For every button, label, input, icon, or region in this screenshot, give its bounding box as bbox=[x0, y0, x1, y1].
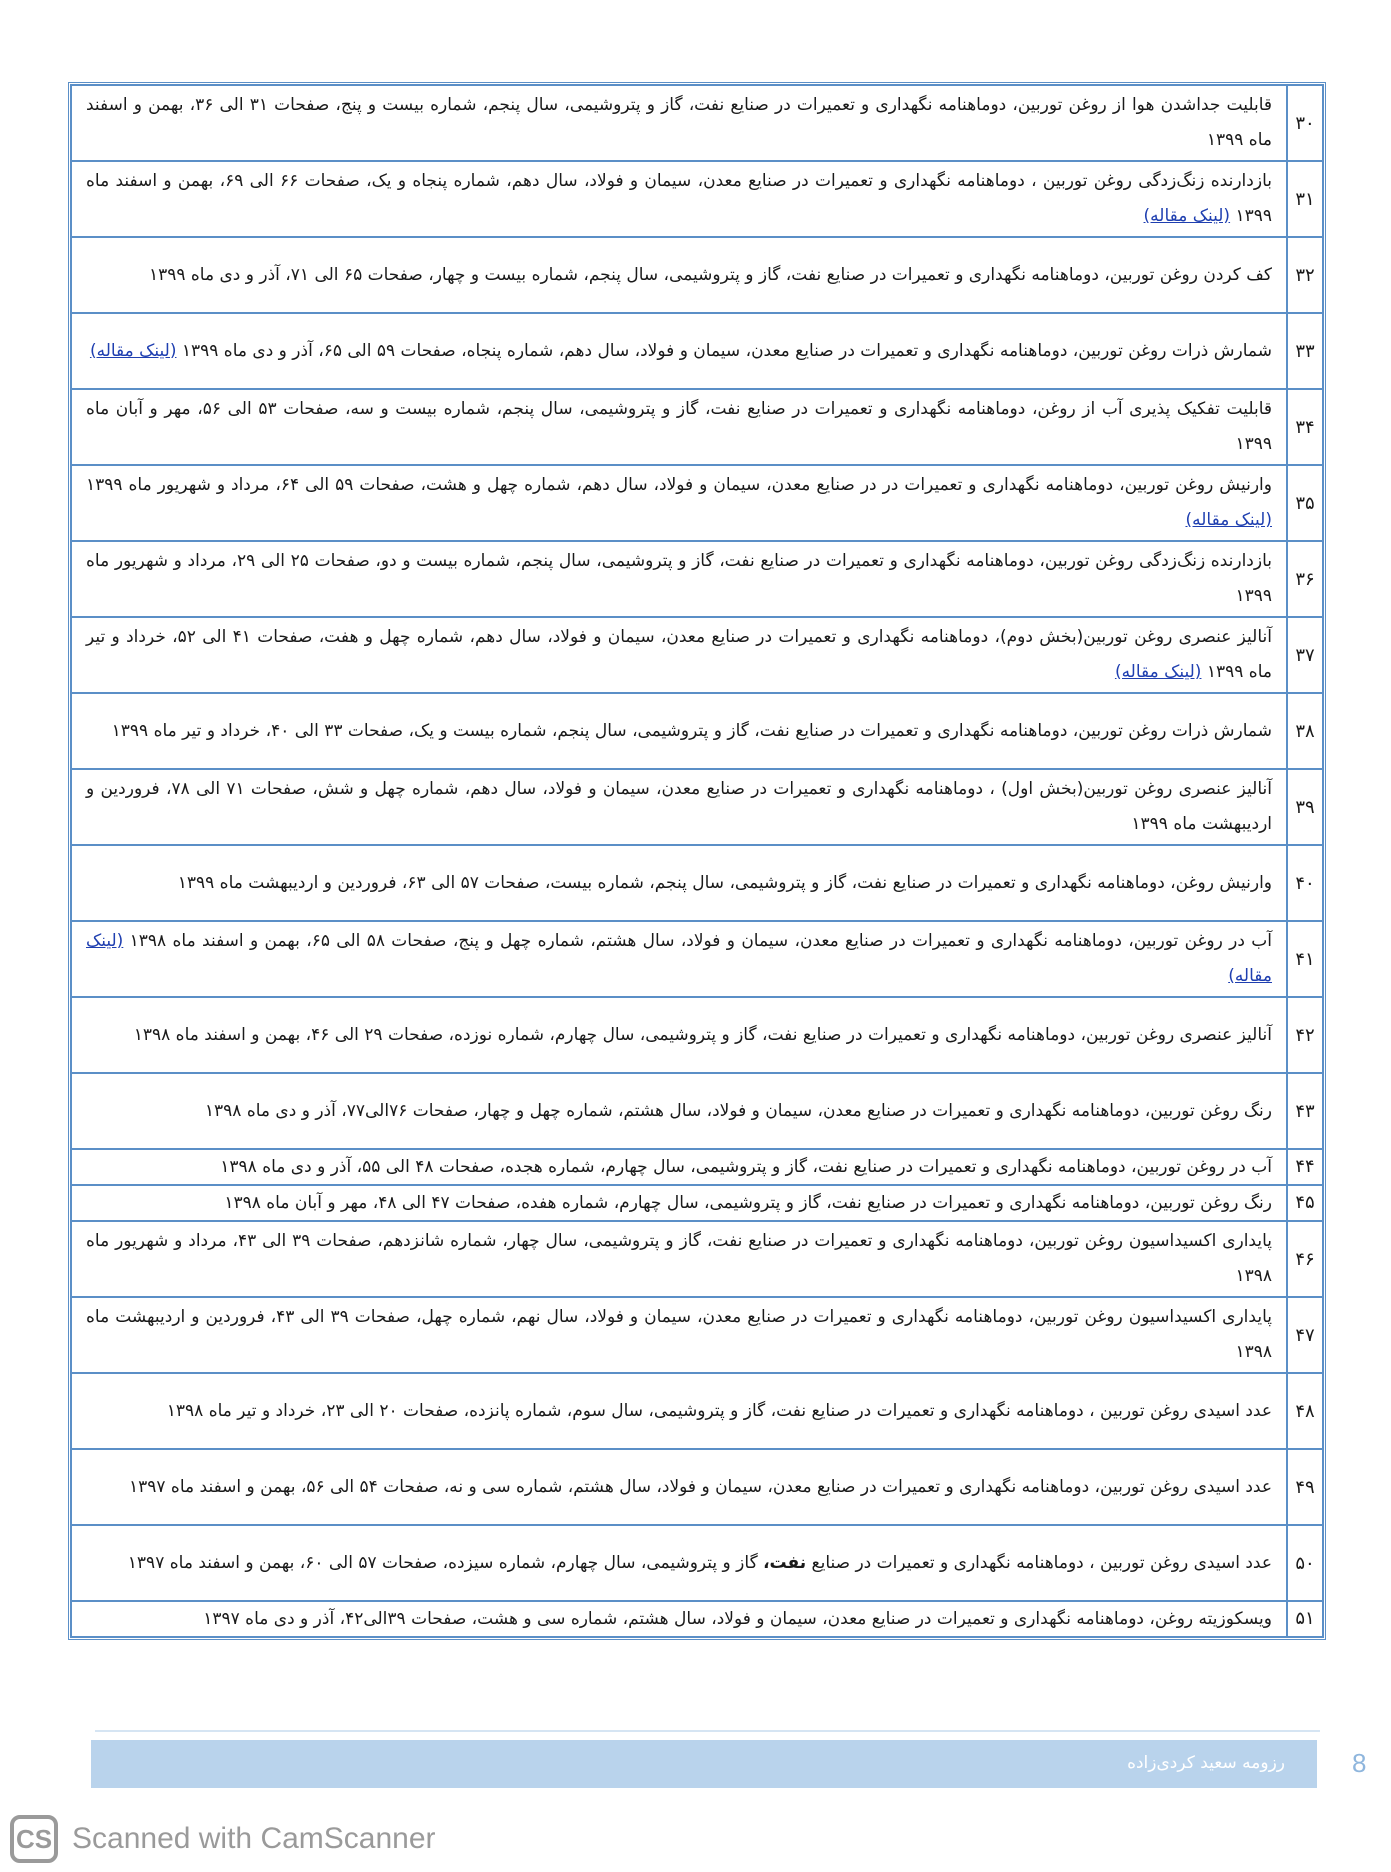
article-link[interactable]: (لینک مقاله) bbox=[86, 931, 1272, 986]
row-citation: وارنیش روغن توربین، دوماهنامه نگهداری و تعمیرات در در صنایع معدن، سیمان و فولاد، سال دهم، شماره چهل و هشت، صفحات ۵۹ الی ۶۴، مرداد و شهریور ماه ۱۳۹۹ (لینک مقاله) bbox=[71, 465, 1287, 541]
row-number: ۴۳ bbox=[1287, 1073, 1323, 1149]
row-number: ۴۹ bbox=[1287, 1449, 1323, 1525]
table-row bbox=[71, 1185, 1323, 1221]
table-row bbox=[71, 769, 1323, 845]
row-citation: آنالیز عنصری روغن توربین، دوماهنامه نگهداری و تعمیرات در صنایع نفت، گاز و پتروشیمی، سال چهارم، شماره نوزده، صفحات ۲۹ الی ۴۶، بهمن و اسفند ماه ۱۳۹۸ bbox=[71, 997, 1287, 1073]
table-row bbox=[71, 1601, 1323, 1637]
camscanner-watermark bbox=[10, 1815, 436, 1863]
row-number: ۴۰ bbox=[1287, 845, 1323, 921]
article-link[interactable]: (لینک مقاله) bbox=[89, 340, 177, 361]
row-number: ۴۱ bbox=[1287, 921, 1323, 997]
row-citation: رنگ روغن توربین، دوماهنامه نگهداری و تعمیرات در صنایع نفت، گاز و پتروشیمی، سال چهارم، شماره هفده، صفحات ۴۷ الی ۴۸، مهر و آبان ماه ۱۳۹۸ bbox=[71, 1185, 1287, 1221]
row-citation: بازدارنده زنگ‌زدگی روغن توربین، دوماهنامه نگهداری و تعمیرات در صنایع نفت، گاز و پتروشیمی، سال پنجم، شماره بیست و دو، صفحات ۲۵ الی ۲۹، مرداد و شهریور ماه ۱۳۹۹ bbox=[71, 541, 1287, 617]
article-link[interactable]: (لینک مقاله) bbox=[1114, 662, 1202, 682]
table-row bbox=[71, 693, 1323, 769]
row-citation: قابلیت جداشدن هوا از روغن توربین، دوماهنامه نگهداری و تعمیرات در صنایع نفت، گاز و پتروشیمی، سال پنجم، شماره بیست و پنج، صفحات ۳۱ الی ۳۶، بهمن و اسفند ماه ۱۳۹۹ bbox=[71, 85, 1287, 161]
row-number: ۴۶ bbox=[1287, 1221, 1323, 1297]
table-row bbox=[71, 1373, 1323, 1449]
article-link[interactable]: (لینک مقاله) bbox=[1143, 206, 1231, 226]
row-citation: شمارش ذرات روغن توربین، دوماهنامه نگهداری و تعمیرات در صنایع نفت، گاز و پتروشیمی، سال پنجم، شماره بیست و یک، صفحات ۳۳ الی ۴۰، خرداد و تیر ماه ۱۳۹۹ bbox=[71, 693, 1287, 769]
footer-bar bbox=[91, 1740, 1317, 1788]
row-number: ۳۲ bbox=[1287, 237, 1323, 313]
row-citation: کف کردن روغن توربین، دوماهنامه نگهداری و تعمیرات در صنایع نفت، گاز و پتروشیمی، سال پنجم، شماره بیست و چهار، صفحات ۶۵ الی ۷۱، آذر و دی ماه ۱۳۹۹ bbox=[71, 237, 1287, 313]
row-citation: پایداری اکسیداسیون روغن توربین، دوماهنامه نگهداری و تعمیرات در صنایع معدن، سیمان و فولاد، سال نهم، شماره چهل، صفحات ۳۹ الی ۴۳، فروردین و اردیبهشت ماه ۱۳۹۸ bbox=[71, 1297, 1287, 1373]
row-citation: پایداری اکسیداسیون روغن توربین، دوماهنامه نگهداری و تعمیرات در صنایع نفت، گاز و پتروشیمی، سال چهار، شماره شانزدهم، صفحات ۳۹ الی ۴۳، مرداد و شهریور ماه ۱۳۹۸ bbox=[71, 1221, 1287, 1297]
table-row bbox=[71, 1149, 1323, 1185]
row-citation: عدد اسیدی روغن توربین ، دوماهنامه نگهداری و تعمیرات در صنایع نفت، گاز و پتروشیمی، سال چهارم، شماره سیزده، صفحات ۵۷ الی ۶۰، بهمن و اسفند ماه ۱۳۹۷ bbox=[71, 1525, 1287, 1601]
table-row bbox=[71, 997, 1323, 1073]
row-number: ۳۴ bbox=[1287, 389, 1323, 465]
row-citation: عدد اسیدی روغن توربین، دوماهنامه نگهداری و تعمیرات در صنایع معدن، سیمان و فولاد، سال هشتم، شماره سی و نه، صفحات ۵۴ الی ۵۶، بهمن و اسفند ماه ۱۳۹۷ bbox=[71, 1449, 1287, 1525]
table-row bbox=[71, 1525, 1323, 1601]
row-citation: آنالیز عنصری روغن توربین(بخش دوم)، دوماهنامه نگهداری و تعمیرات در صنایع معدن، سیمان و فولاد، سال دهم، شماره چهل و هفت، صفحات ۴۱ الی ۵۲، خرداد و تیر ماه ۱۳۹۹ (لینک مقاله) bbox=[71, 617, 1287, 693]
camscanner-text: Scanned with CamScanner bbox=[72, 1822, 436, 1855]
table-row bbox=[71, 1221, 1323, 1297]
row-number: ۳۵ bbox=[1287, 465, 1323, 541]
row-number: ۴۴ bbox=[1287, 1149, 1323, 1185]
row-citation: وارنیش روغن، دوماهنامه نگهداری و تعمیرات در صنایع نفت، گاز و پتروشیمی، سال پنجم، شماره بیست، صفحات ۵۷ الی ۶۳، فروردین و اردیبهشت ماه ۱۳۹۹ bbox=[71, 845, 1287, 921]
row-citation: آب در روغن توربین، دوماهنامه نگهداری و تعمیرات در صنایع معدن، سیمان و فولاد، سال هشتم، شماره چهل و پنج، صفحات ۵۸ الی ۶۵، بهمن و اسفند ماه ۱۳۹۸ (لینک مقاله) bbox=[71, 921, 1287, 997]
table-row bbox=[71, 465, 1323, 541]
row-citation: آب در روغن توربین، دوماهنامه نگهداری و تعمیرات در صنایع نفت، گاز و پتروشیمی، سال چهارم، شماره هجده، صفحات ۴۸ الی ۵۵، آذر و دی ماه ۱۳۹۸ bbox=[71, 1149, 1287, 1185]
table-row bbox=[71, 85, 1323, 161]
row-citation: عدد اسیدی روغن توربین ، دوماهنامه نگهداری و تعمیرات در صنایع نفت، گاز و پتروشیمی، سال سوم، شماره پانزده، صفحات ۲۰ الی ۲۳، خرداد و تیر ماه ۱۳۹۸ bbox=[71, 1373, 1287, 1449]
row-citation: بازدارنده زنگ‌زدگی روغن توربین ، دوماهنامه نگهداری و تعمیرات در صنایع معدن، سیمان و فولاد، سال دهم، شماره پنجاه و یک، صفحات ۶۶ الی ۶۹، بهمن و اسفند ماه ۱۳۹۹ (لینک مقاله) bbox=[71, 161, 1287, 237]
row-number: ۳۹ bbox=[1287, 769, 1323, 845]
row-number: ۳۸ bbox=[1287, 693, 1323, 769]
camscanner-logo-icon: CS bbox=[10, 1815, 58, 1863]
row-citation: ویسکوزیته روغن، دوماهنامه نگهداری و تعمیرات در صنایع معدن، سیمان و فولاد، سال هشتم، شماره سی و هشت، صفحات ۳۹الی۴۲، آذر و دی ماه ۱۳۹۷ bbox=[71, 1601, 1287, 1637]
row-citation: رنگ روغن توربین، دوماهنامه نگهداری و تعمیرات در صنایع معدن، سیمان و فولاد، سال هشتم، شماره چهل و چهار، صفحات ۷۶الی۷۷، آذر و دی ماه ۱۳۹۸ bbox=[71, 1073, 1287, 1149]
table-row bbox=[71, 389, 1323, 465]
table-row bbox=[71, 161, 1323, 237]
row-number: ۴۲ bbox=[1287, 997, 1323, 1073]
row-number: ۴۵ bbox=[1287, 1185, 1323, 1221]
bold-word: نفت، bbox=[763, 1552, 807, 1573]
table-row bbox=[71, 1449, 1323, 1525]
publications-table bbox=[68, 82, 1326, 1640]
row-number: ۵۰ bbox=[1287, 1525, 1323, 1601]
row-number: ۳۰ bbox=[1287, 85, 1323, 161]
row-number: ۴۷ bbox=[1287, 1297, 1323, 1373]
table-row bbox=[71, 1073, 1323, 1149]
table-row bbox=[71, 1297, 1323, 1373]
table-row bbox=[71, 921, 1323, 997]
row-number: ۳۳ bbox=[1287, 313, 1323, 389]
row-number: ۳۷ bbox=[1287, 617, 1323, 693]
footer-author-name: رزومه سعید کردی‌زاده bbox=[1127, 1753, 1285, 1773]
row-number: ۴۸ bbox=[1287, 1373, 1323, 1449]
row-citation: آنالیز عنصری روغن توربین(بخش اول) ، دوماهنامه نگهداری و تعمیرات در صنایع معدن، سیمان و فولاد، سال دهم، شماره چهل و شش، صفحات ۷۱ الی ۷۸، فروردین و اردیبهشت ماه ۱۳۹۹ bbox=[71, 769, 1287, 845]
row-number: ۳۱ bbox=[1287, 161, 1323, 237]
article-link[interactable]: (لینک مقاله) bbox=[1185, 510, 1272, 530]
row-citation: شمارش ذرات روغن توربین، دوماهنامه نگهداری و تعمیرات در صنایع معدن، سیمان و فولاد، سال دهم، شماره پنجاه، صفحات ۵۹ الی ۶۵، آذر و دی ماه ۱۳۹۹ (لینک مقاله) bbox=[71, 313, 1287, 389]
page-number: 8 bbox=[1352, 1748, 1367, 1778]
table-row bbox=[71, 541, 1323, 617]
table-row bbox=[71, 617, 1323, 693]
row-number: ۵۱ bbox=[1287, 1601, 1323, 1637]
row-number: ۳۶ bbox=[1287, 541, 1323, 617]
row-citation: قابلیت تفکیک پذیری آب از روغن، دوماهنامه نگهداری و تعمیرات در صنایع نفت، گاز و پتروشیمی، سال پنجم، شماره بیست و سه، صفحات ۵۳ الی ۵۶، مهر و آبان ماه ۱۳۹۹ bbox=[71, 389, 1287, 465]
table-row bbox=[71, 237, 1323, 313]
footer-divider bbox=[95, 1730, 1320, 1732]
table-row bbox=[71, 313, 1323, 389]
table-row bbox=[71, 845, 1323, 921]
